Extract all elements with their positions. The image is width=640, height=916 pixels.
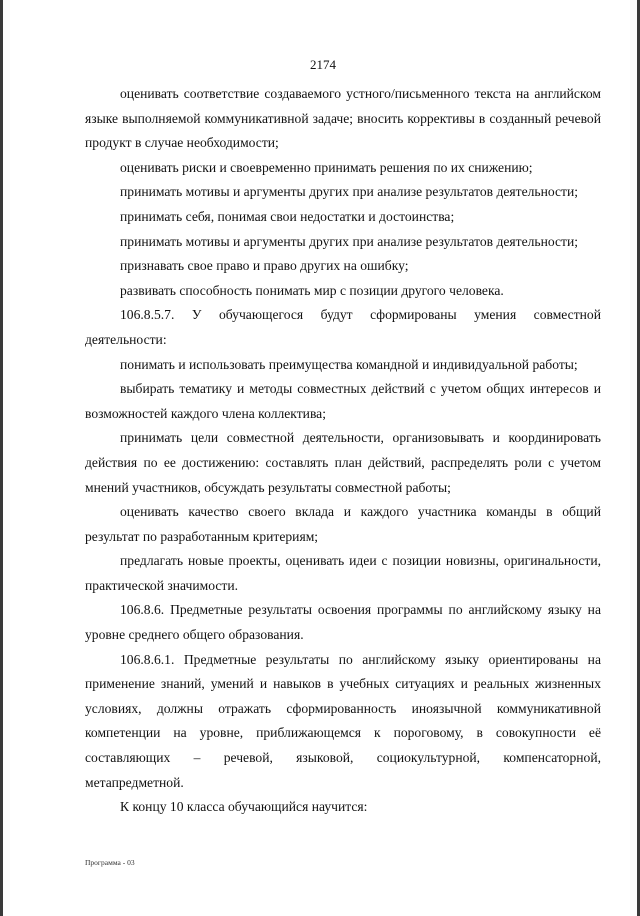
section-heading: 106.8.5.7. У обучающегося будут сформированы умения совместной деятельности: [85, 307, 601, 347]
paragraph: принимать себя, понимая свои недостатки и достоинства; [120, 208, 455, 224]
paragraph: оценивать риски и своевременно принимать решения по их снижению; [120, 159, 533, 175]
page-number: 2174 [310, 57, 336, 72]
paragraph: К концу 10 класса обучающийся научится: [120, 799, 368, 815]
footer-label: Программа - 03 [85, 858, 135, 867]
paragraph: понимать и использовать преимущества командной и индивидуальной работы; [120, 356, 578, 372]
paragraph: оценивать соответствие создаваемого устного/письменного текста на английском языке выполняемой коммуникативной задаче; вносить коррективы в созданный речевой продукт в случае необходимости; [85, 86, 601, 151]
paragraph: принимать мотивы и аргументы других при анализе результатов деятельности; [120, 233, 579, 249]
paragraph: принимать цели совместной деятельности, организовывать и координировать действия по ее достижению: составлять план действий, распределять роли с учетом мнений участников, обсуждать результаты совместной работы; [85, 430, 601, 495]
paragraph: оценивать качество своего вклада и каждого участника команды в общий результат по разработанным критериям; [85, 504, 601, 544]
paragraph: признавать свое право и право других на ошибку; [120, 258, 409, 274]
paragraph: развивать способность понимать мир с позиции другого человека. [120, 282, 504, 298]
paragraph: 106.8.6.1. Предметные результаты по английскому языку ориентированы на применение знаний, умений и навыков в учебных ситуациях и реальных жизненных условиях, должны отражать сформированность иноязычной коммуникативной компетенции на уровне, приближающемся к пороговому, в совокупности её составляющих – речевой, языковой, социокультурной, компенсаторной, метапредметной. [85, 651, 601, 790]
section-heading: 106.8.6. Предметные результаты освоения программы по английскому языку на уровне среднего общего образования. [85, 602, 601, 643]
paragraph: выбирать тематику и методы совместных действий с учетом общих интересов и возможностей каждого члена коллектива; [85, 381, 601, 421]
paragraph: принимать мотивы и аргументы других при анализе результатов деятельности; [120, 184, 579, 200]
paragraph: предлагать новые проекты, оценивать идеи с позиции новизны, оригинальности, практической значимости. [85, 553, 601, 593]
document-body [85, 82, 601, 820]
